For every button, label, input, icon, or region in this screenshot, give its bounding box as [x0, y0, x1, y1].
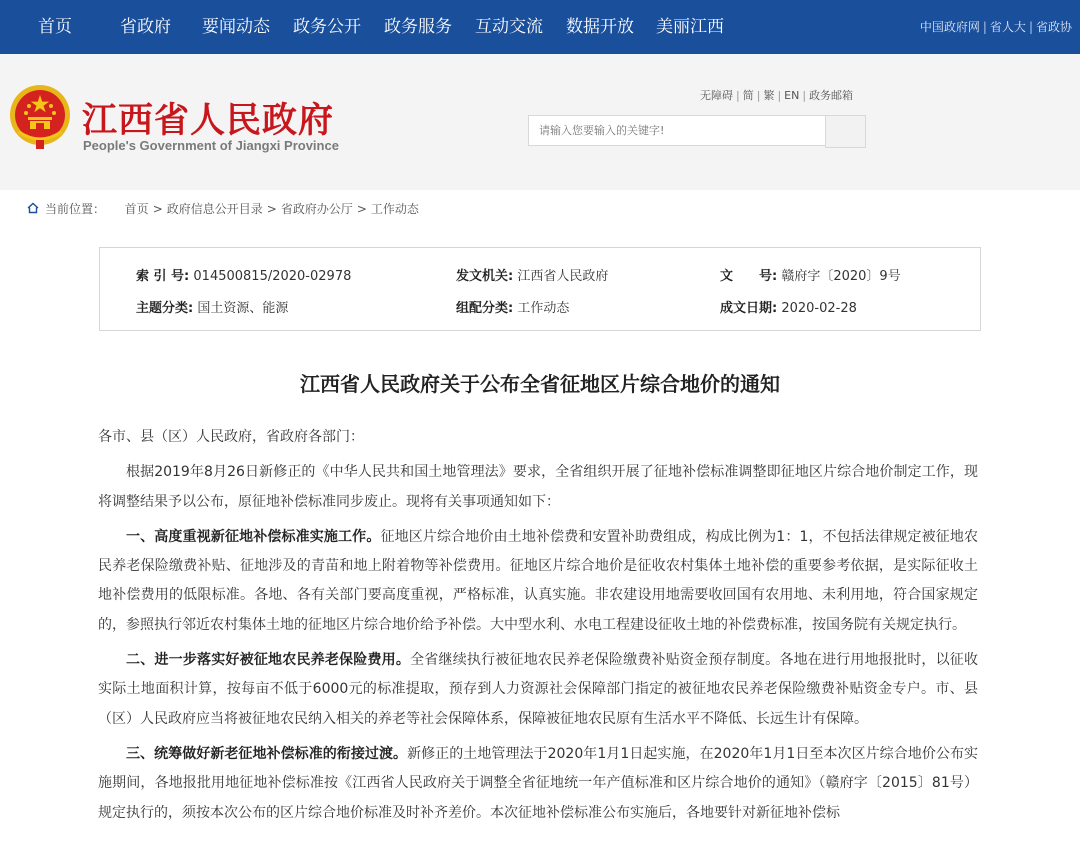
breadcrumb-work-news[interactable]: 工作动态 — [370, 202, 419, 216]
document-metadata-box — [99, 247, 981, 331]
section-heading: 二、进一步落实好被征地农民养老保险费用。 — [126, 652, 411, 669]
article-greeting: 各市、县（区）人民政府，省政府各部门： — [98, 429, 364, 445]
link-china-gov[interactable]: 中国政府网 — [919, 20, 980, 34]
link-accessibility[interactable]: 无障碍 — [700, 89, 733, 102]
section-text: 全省继续执行被征地农民养老保险缴费补贴资金预存制度。各地在进行用地报批时，以征收实际土地面积计算，按每亩不低于6000元的标准提取，预存到人力资源社会保障部门指定的被征地农民养老保险缴费补贴资金专户。市、县（区）人民政府应当将被征地农民纳入相关的养老等社会保障体系，保障被征地农民原有生活水平不降低、长远生计有保障。 — [98, 652, 979, 727]
search-input[interactable] — [528, 115, 834, 146]
section-heading: 一、高度重视新征地补偿标准实施工作。 — [126, 528, 381, 545]
nav-item-open-data[interactable]: 数据开放 — [566, 17, 634, 37]
article-body — [98, 423, 978, 828]
breadcrumb-info-catalog[interactable]: 政府信息公开目录 — [166, 202, 263, 216]
external-links: 中国政府网 | 省人大 | 省政协 — [919, 20, 1072, 34]
national-emblem-icon — [9, 84, 71, 150]
nav-item-interaction[interactable]: 互动交流 — [475, 17, 543, 37]
link-traditional[interactable]: 繁 — [763, 89, 775, 102]
breadcrumb: 当前位置： 首页 > 政府信息公开目录 > 省政府办公厅 > 工作动态 — [27, 201, 419, 217]
link-government-mail[interactable]: 政务邮箱 — [809, 89, 854, 102]
search-button[interactable] — [825, 115, 866, 148]
site-logo-title[interactable]: 江西省人民政府 — [82, 101, 335, 141]
nav-item-government-services[interactable]: 政务服务 — [384, 17, 452, 37]
nav-item-news[interactable]: 要闻动态 — [202, 17, 270, 37]
site-header — [0, 54, 1080, 190]
link-english[interactable]: EN — [784, 89, 800, 102]
home-icon — [27, 202, 39, 214]
section-heading: 三、统筹做好新老征地补偿标准的衔接过渡。 — [126, 745, 408, 762]
nav-item-government-affairs[interactable]: 政务公开 — [293, 17, 361, 37]
breadcrumb-label: 当前位置： — [45, 202, 106, 216]
meta-document-number: 文 号: 赣府字〔2020〕9号 — [720, 269, 901, 284]
breadcrumb-general-office[interactable]: 省政府办公厅 — [280, 202, 353, 216]
article-section — [98, 646, 978, 734]
meta-date: 成文日期: 2020-02-28 — [720, 301, 857, 316]
article-intro: 根据2019年8月26日新修正的《中华人民共和国土地管理法》要求，全省组织开展了征地补偿标准调整即征地区片综合地价制定工作，现将调整结果予以公布，原征地补偿标准同步废止。现将有关事项通知如下： — [98, 464, 978, 510]
nav-item-provincial-government[interactable]: 省政府 — [120, 17, 171, 37]
utility-links: 无障碍 | 简 | 繁 | EN | 政务邮箱 — [700, 89, 854, 102]
link-simplified[interactable]: 简 — [742, 89, 754, 102]
article-section — [98, 523, 978, 640]
breadcrumb-home[interactable]: 首页 — [124, 202, 149, 216]
article-section — [98, 740, 978, 828]
meta-issuing-authority: 发文机关: 江西省人民政府 — [456, 269, 609, 284]
article-title: 江西省人民政府关于公布全省征地区片综合地价的通知 — [300, 372, 780, 396]
meta-topic: 主题分类: 国土资源、能源 — [136, 301, 289, 316]
section-text: 新修正的土地管理法于2020年1月1日起实施，在2020年1月1日至本次区片综合地价公布实施期间，各地报批用地征地补偿标准按《江西省人民政府关于调整全省征地统一年产值标准和区片综合地价的通知》（赣府字〔2015〕81号）规定执行的，须按本次公布的区片综合地价标准及时补齐差价。本次征地补偿标准公布实施后，各地要针对新征地补偿标 — [98, 745, 979, 821]
nav-item-beautiful-jiangxi[interactable]: 美丽江西 — [656, 17, 724, 37]
link-provincial-congress[interactable]: 省人大 — [989, 20, 1026, 34]
top-navigation-bar — [0, 0, 1080, 54]
meta-category: 组配分类: 工作动态 — [456, 301, 570, 316]
nav-item-home[interactable]: 首页 — [38, 17, 72, 37]
site-logo-subtitle: People's Government of Jiangxi Province — [83, 138, 339, 153]
link-provincial-cppcc[interactable]: 省政协 — [1035, 20, 1072, 34]
section-text: 征地区片综合地价由土地补偿费和安置补助费组成，构成比例为1：1，不包括法律规定被征地农民养老保险缴费补贴、征地涉及的青苗和地上附着物等补偿费用。征地区片综合地价是征收农村集体土地补偿的重要参考依据，是实际征收土地补偿费用的低限标准。各地、各有关部门要高度重视，严格标准，认真实施。非农建设用地需要收回国有农用地、未利用地，符合国家规定的，参照执行邻近农村集体土地的征地区片综合地价给予补偿。大中型水利、水电工程建设征收土地的补偿费标准，按国务院有关规定执行。 — [98, 528, 979, 633]
meta-index-number: 索 引 号: 014500815/2020-02978 — [136, 269, 352, 284]
